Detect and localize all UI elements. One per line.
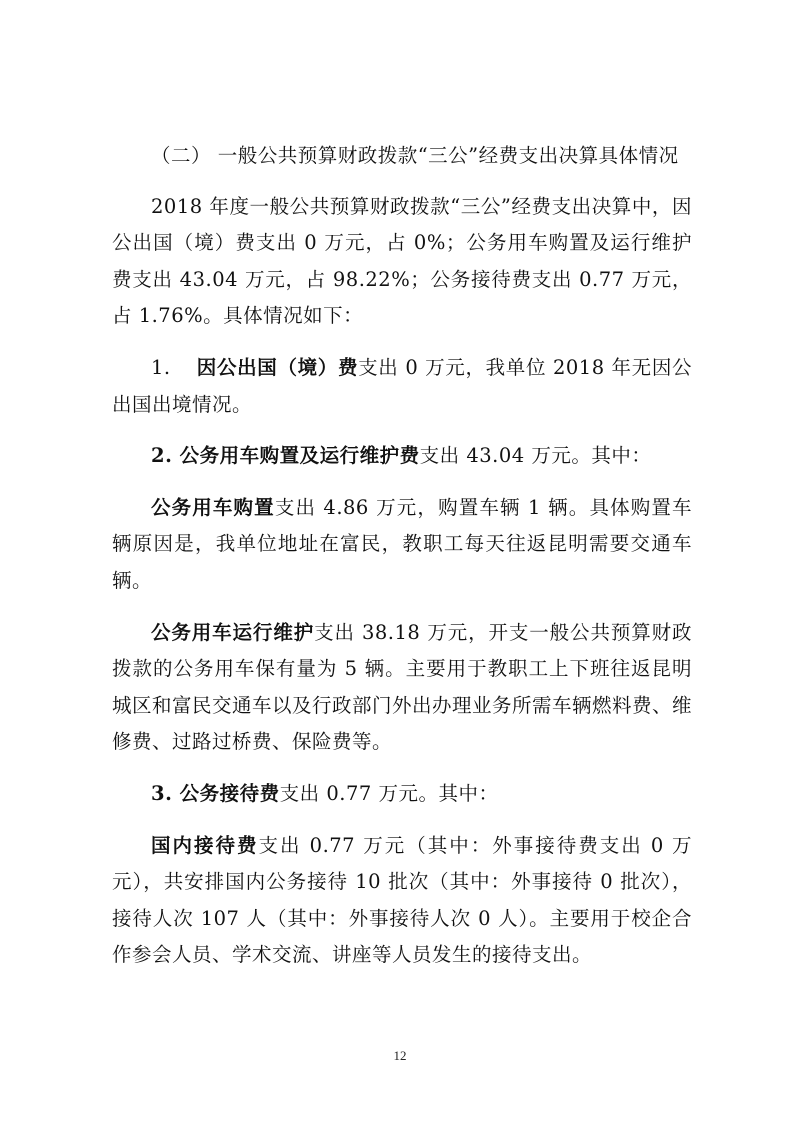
- vehicle-purchase-title: 公务用车购置: [151, 495, 275, 519]
- item-2-paragraph: [112, 438, 692, 475]
- vehicle-operation-text: 支出 38.18 万元，开支一般公共预算财政拨款的公务用车保有量为 5 辆。主要用于教职工上下班往返昆明城区和富民交通车以及行政部门外出办理业务所需车辆燃料费、维修费、过路过桥费、保险费等。: [112, 620, 693, 754]
- document-body: [112, 138, 692, 989]
- domestic-reception-paragraph: [112, 828, 692, 974]
- item-3-text: 支出 0.77 万元。其中：: [279, 781, 499, 805]
- vehicle-operation-title: 公务用车运行维护: [151, 620, 315, 644]
- item-1-number: 1.: [151, 355, 171, 379]
- page-number: 12: [393, 1048, 407, 1063]
- overview-paragraph: 2018 年度一般公共预算财政拨款“三公”经费支出决算中，因公出国（境）费支出 0 万元，占 0%；公务用车购置及运行维护费支出 43.04 万元，占 98.22%；公务接待费支出 0.77 万元，占 1.76%。具体情况如下：: [112, 194, 692, 328]
- domestic-reception-text: 支出 0.77 万元（其中：外事接待费支出 0 万元），共安排国内公务接待 10 批次（其中：外事接待 0 批次），接待人次 107 人（其中：外事接待人次 0 人）。主要用于校企合作参会人员、学术交流、讲座等人员发生的接待支出。: [112, 833, 692, 967]
- item-2-title: 2. 公务用车购置及运行维护费: [151, 444, 420, 468]
- item-3-title: 3. 公务接待费: [151, 781, 280, 805]
- item-2-text: 支出 43.04 万元。其中：: [419, 444, 652, 468]
- vehicle-operation-paragraph: [112, 615, 692, 761]
- domestic-reception-title: 国内接待费: [151, 833, 259, 857]
- vehicle-purchase-paragraph: [112, 490, 692, 600]
- item-1-paragraph: [112, 350, 692, 423]
- item-1-title: 因公出国（境）费: [196, 355, 359, 379]
- section-heading: （二） 一般公共预算财政拨款“三公”经费支出决算具体情况: [151, 144, 679, 167]
- item-3-paragraph: [112, 776, 692, 813]
- vehicle-purchase-text: 支出 4.86 万元，购置车辆 1 辆。具体购置车辆原因是，我单位地址在富民，教职工每天往返昆明需要交通车辆。: [112, 495, 692, 592]
- item-1-text: 支出 0 万元，我单位 2018 年无因公出国出境情况。: [112, 355, 692, 416]
